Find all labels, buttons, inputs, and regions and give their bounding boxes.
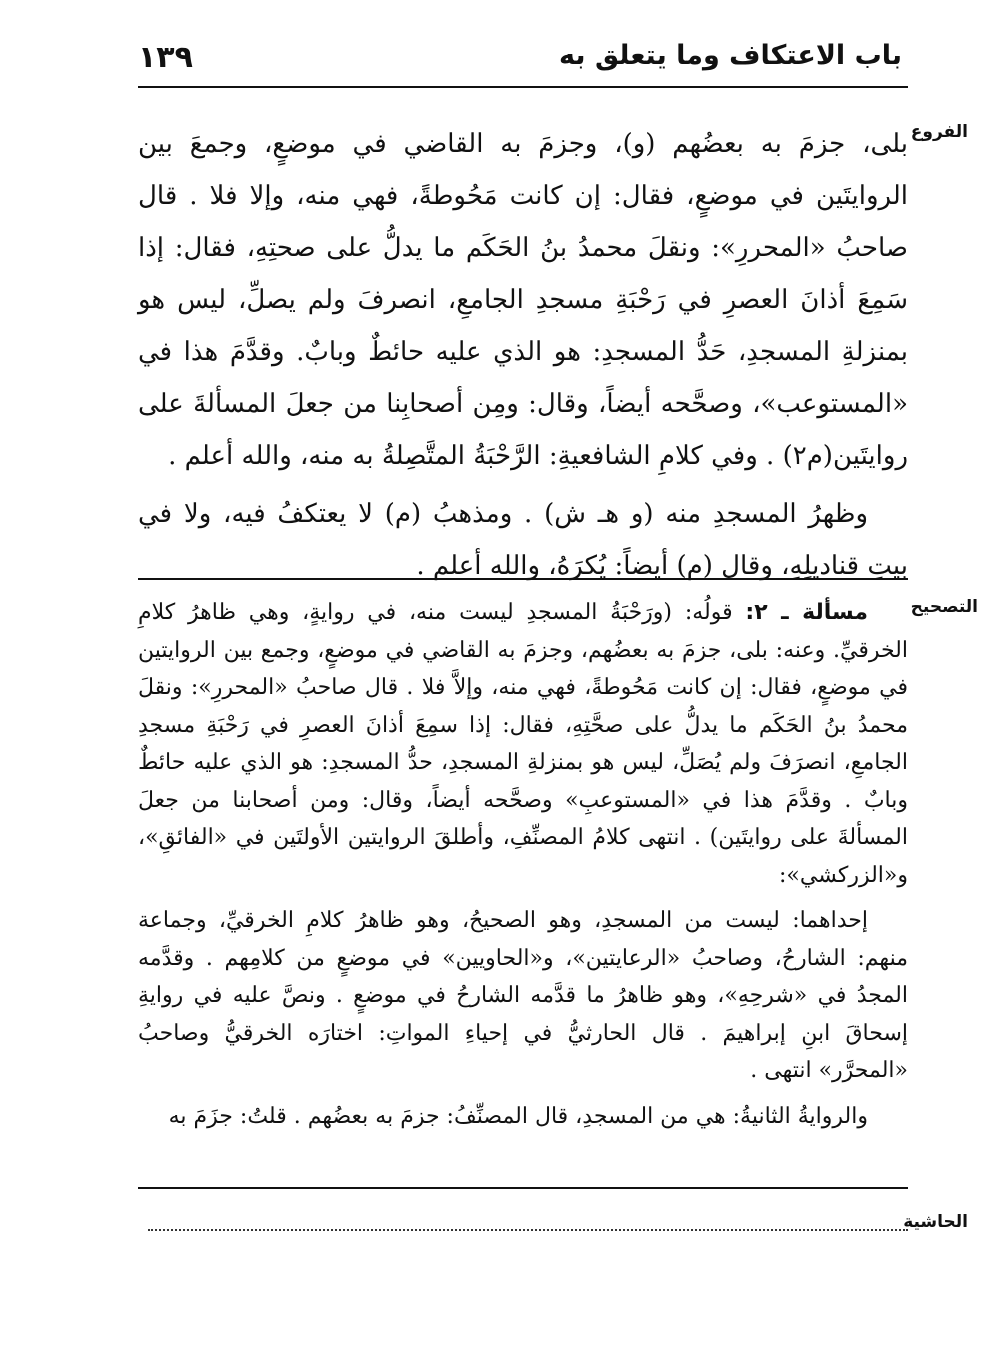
page-number: ١٣٩ [138, 40, 193, 75]
furu-text-block [138, 118, 908, 592]
tashih-text-block [138, 594, 908, 1135]
section-divider [138, 578, 908, 580]
tashih-paragraph-1 [138, 594, 908, 894]
furu-paragraph-2: وظهرُ المسجدِ منه (و هـ ش) . ومذهبُ (م) لا يعتكفُ فيه، ولا في بيتِ قناديلِهِ، وقال (م) أيضاً: يُكرَهُ، والله أعلم . [138, 499, 908, 581]
chapter-title: باب الاعتكاف وما يتعلق به [559, 40, 902, 71]
side-label-tashih: التصحيح [910, 597, 978, 617]
tashih-paragraph-1-text: قولُه: (ورَحْبَةُ المسجدِ ليست منه، في روايةٍ، وهي ظاهرُ كلامِ الخرقيِّ. وعنه: بلى، جزمَ به بعضُهم، وجزمَ به القاضي في موضعٍ، وجمع بين الروايتين في موضعٍ، فقال: إن كانت مَحُوطةً، فهي منه، وإلاَّ فلا . قال صاحبُ «المحررِ»: ونقلَ محمدُ بنُ الحَكَم ما يدلُّ على صحَّتِهِ، فقال: إذا سمِعَ أذانَ العصرِ في رَحْبَةِ مسجدِ الجامعِ، انصرَفَ ولم يُصَلِّ، ليس هو بمنزلةِ المسجدِ، حدُّ المسجدِ: هو الذي عليه حائطٌ وبابٌ . وقدَّمَ هذا في «المستوعبِ» وصحَّحه أيضاً، وقال: ومن أصحابنا من جعلَ المسألةَ على روايتَين) . انتهى كلامُ المصنِّفِ، وأطلقَ الروايتين الأولتَين في «الفائقِ»، و«الزركشي»: [138, 600, 908, 888]
side-label-furu: الفروع [910, 122, 968, 142]
tashih-paragraph-2: إحداهما: ليست من المسجدِ، وهو الصحيحُ، وهو ظاهرُ كلامِ الخرقيِّ، وجماعة منهم: الشارحُ، وصاحبُ «الرعايتين»، و«الحاويين» في موضعٍ من كلامِهم . وقدَّمه المجدُ في «شرحِهِ»، وهو ظاهرُ ما قدَّمه الشارحُ في موضعٍ . ونصَّ عليه في روايةِ إسحاقَ ابنِ إبراهيمَ . قال الحارثيُّ في إحياءِ المواتِ: اختارَه الخرقيُّ وصاحبُ «المحرَّر» انتهى . [138, 908, 908, 1083]
tashih-paragraph-3: والروايةُ الثانيةُ: هي من المسجدِ، قال المصنِّفُ: جزمَ به بعضُهم . قلتُ: جزَمَ به [168, 1103, 868, 1129]
footer-divider [138, 1187, 908, 1189]
furu-paragraph-1: بلى، جزمَ به بعضُهم (و)، وجزمَ به القاضي في موضعٍ، وجمعَ بين الروايتَين في موضعٍ، فقال: إن كانت مَحُوطةً، فهي منه، وإلا فلا . قال صاحبُ «المحررِ»: ونقلَ محمدُ بنُ الحَكَم ما يدلُّ على صحتِهِ، فقال: إذا سَمِعَ أذانَ العصرِ في رَحْبَةِ مسجدِ الجامعِ، انصرفَ ولم يصلِّ، ليس هو بمنزلةِ المسجدِ، حَدُّ المسجدِ: هو الذي عليه حائطٌ وبابٌ. وقدَّمَ هذا في «المستوعب»، وصحَّحه أيضاً، وقال: ومِن أصحابِنا من جعلَ المسألةَ على روايتَين(م٢) . وفي كلامِ الشافعيةِ: الرَّحْبَةُ المتَّصِلةُ به منه، والله أعلم . [138, 129, 908, 471]
side-label-hashiya: الحاشية [903, 1212, 968, 1232]
header-divider [138, 86, 908, 88]
hashiya-dotted-line [148, 1229, 908, 1231]
masala-heading: مسألة ـ ٢: [745, 600, 868, 625]
